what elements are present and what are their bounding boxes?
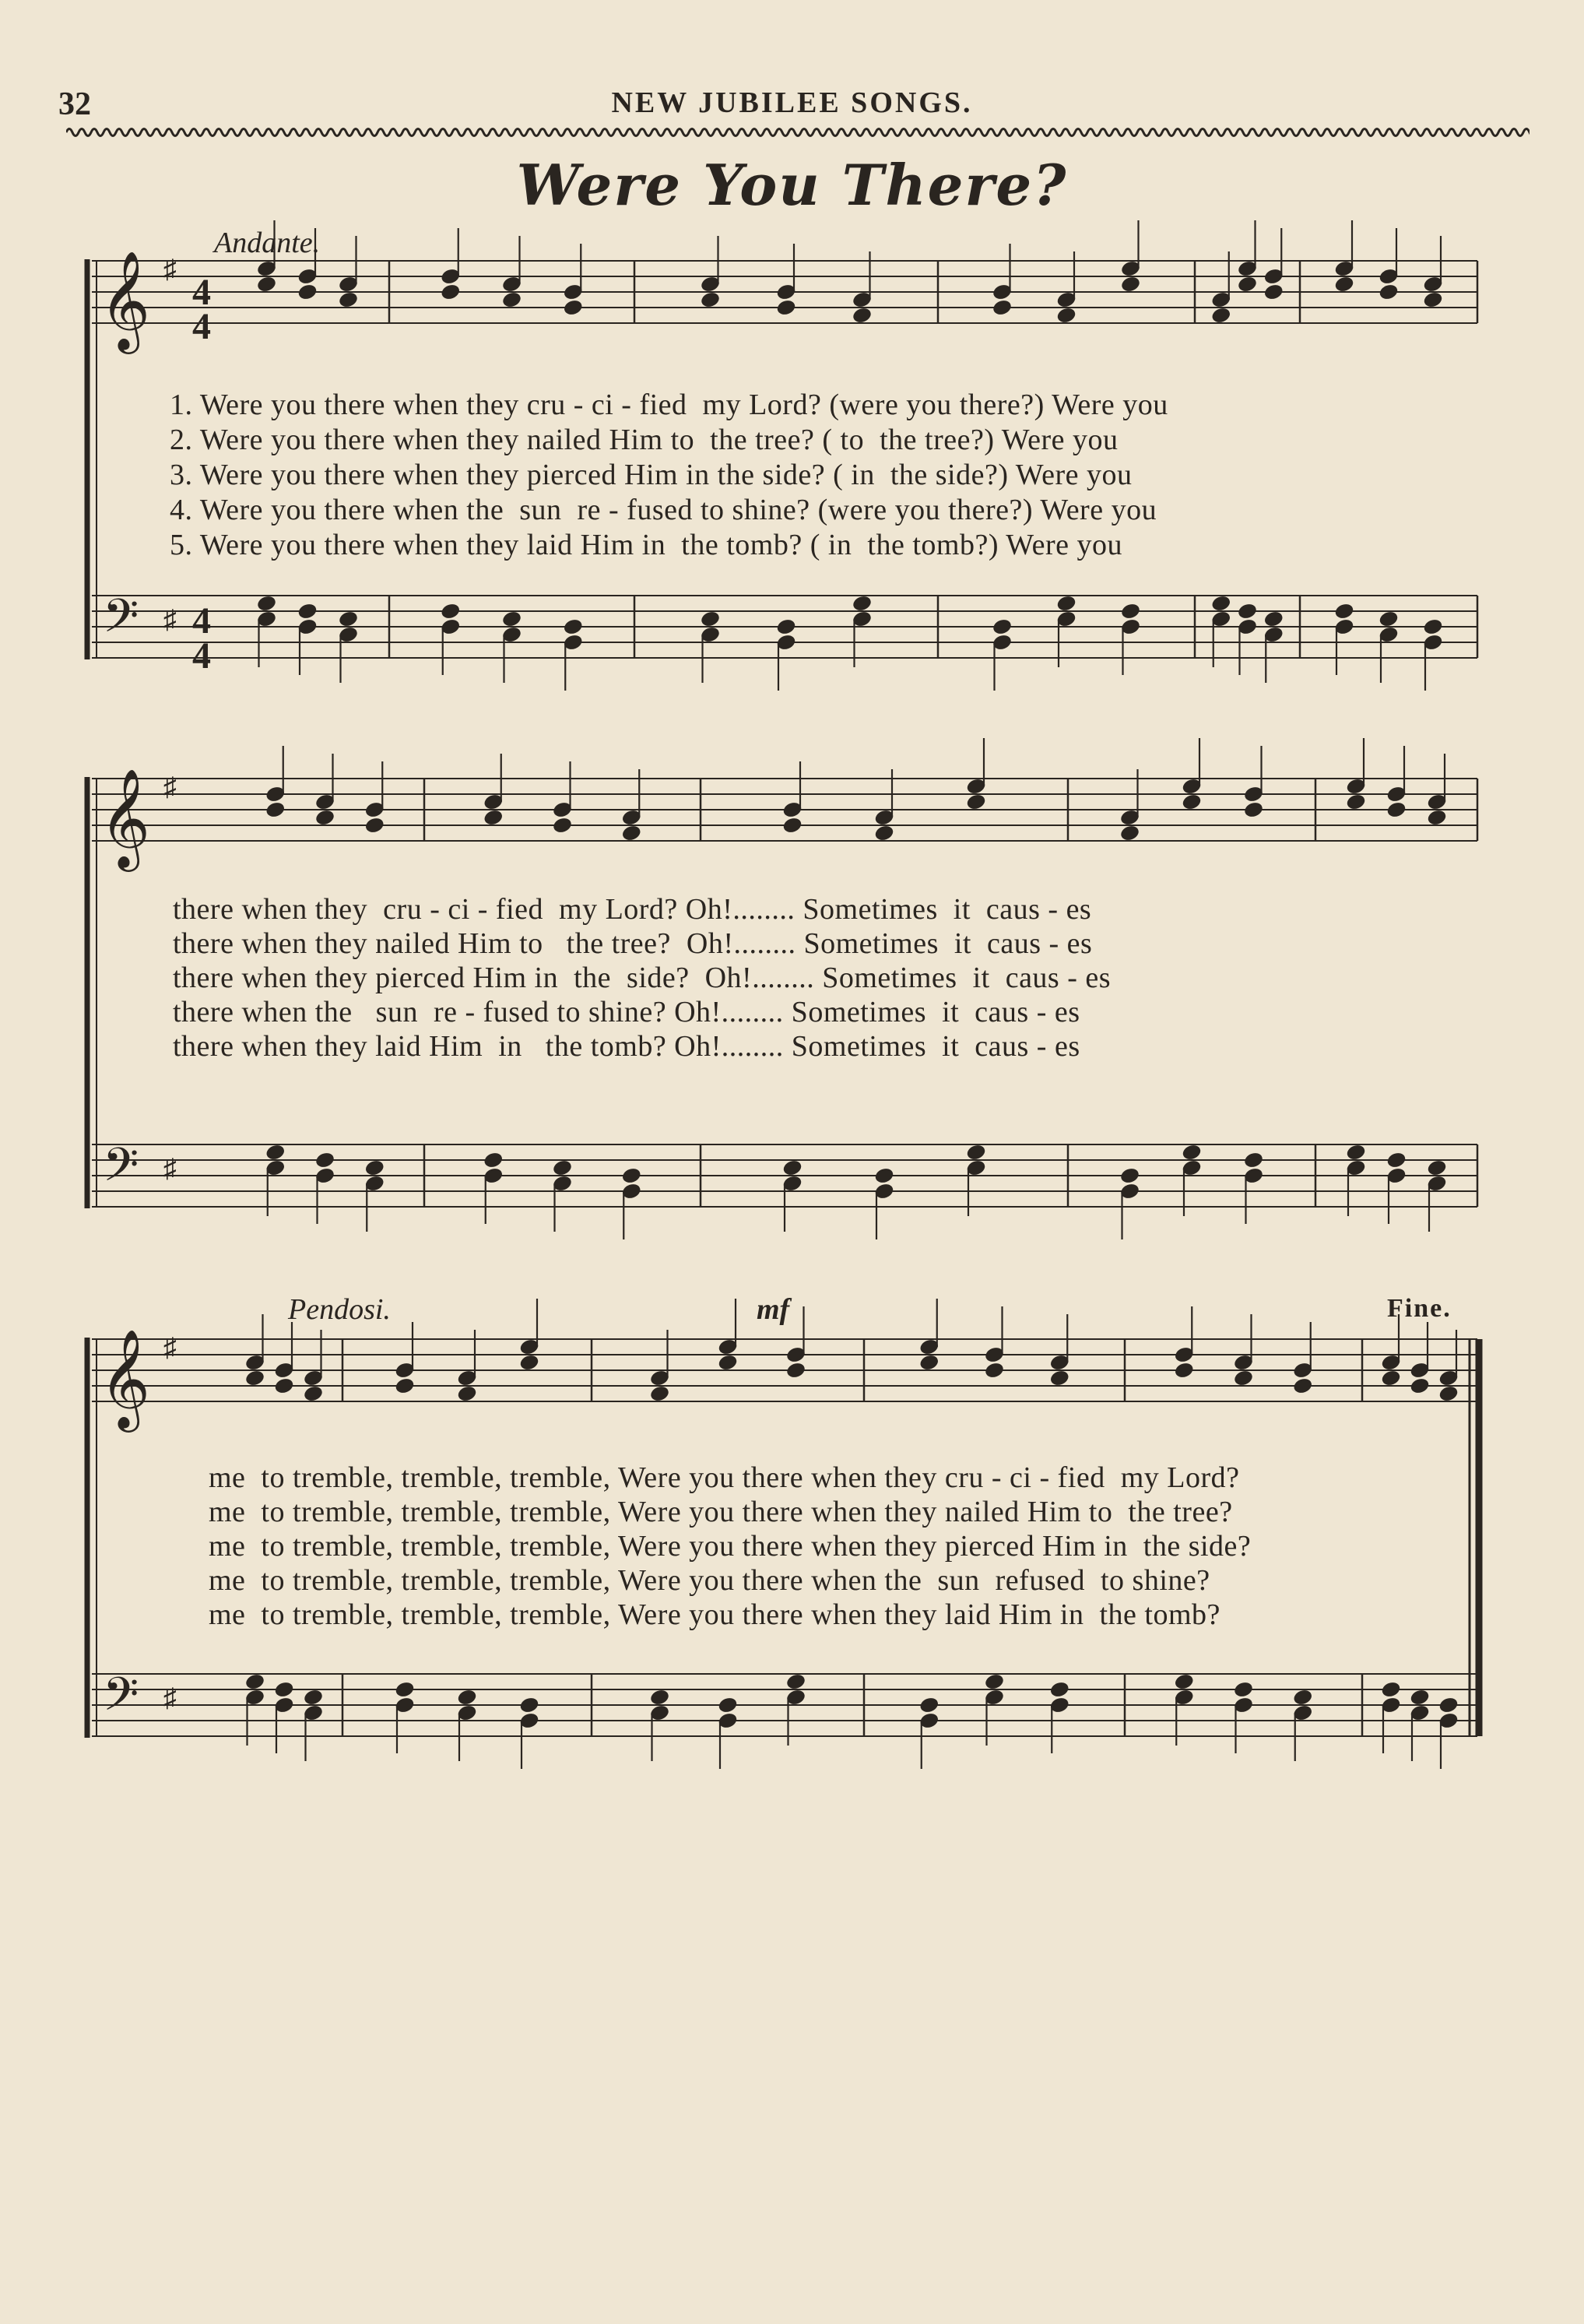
lyric-verse-2: there when they nailed Him to the tree? Oh!........ Sometimes it caus - es [173, 927, 1093, 960]
treble-clef-icon: 𝄞 [100, 768, 151, 867]
note-head [874, 824, 894, 842]
note-head [776, 299, 796, 317]
note-head [1237, 276, 1257, 294]
page-number: 32 [58, 86, 91, 122]
note-head [519, 1696, 539, 1714]
note-head [1410, 1689, 1430, 1707]
note-head [303, 1385, 323, 1403]
lyric-verse-3: me to tremble, tremble, tremble, Were you there when they pierced Him in the side? [209, 1530, 1252, 1563]
lyric-verse-5: me to tremble, tremble, tremble, Were you there when they laid Him in the tomb? [209, 1598, 1220, 1631]
note-head [1120, 603, 1140, 621]
note-head [552, 1159, 572, 1177]
note-head [874, 1167, 894, 1185]
note-head [1423, 291, 1443, 309]
lyric-verse-4: me to tremble, tremble, tremble, Were you there when the sun refused to shine? [209, 1564, 1210, 1597]
note-head [1233, 1369, 1253, 1387]
sharp-icon: ♯ [163, 1334, 177, 1362]
note-head [1119, 1167, 1140, 1185]
note-head [364, 1159, 385, 1177]
note-head [244, 1369, 265, 1387]
bass-clef-icon: 𝄢 [103, 1667, 139, 1732]
note-head [1386, 1151, 1407, 1169]
note-head [992, 618, 1012, 636]
note-head [621, 824, 641, 842]
note-head [1346, 793, 1366, 811]
note-head [966, 793, 986, 811]
note-head [501, 610, 522, 628]
expression-marking: Pendosi. [288, 1293, 391, 1326]
lyric-verse-5: 5. Were you there when they laid Him in the tomb? ( in the tomb?) Were you [170, 529, 1122, 561]
note-head [1386, 801, 1407, 819]
note-head [338, 291, 358, 309]
note-head [364, 817, 385, 835]
note-head [483, 1151, 504, 1169]
time-sig-bass-bottom: 4 [192, 635, 212, 677]
note-head [395, 1377, 415, 1395]
sharp-icon: ♯ [163, 1155, 177, 1183]
note-head [919, 1696, 940, 1714]
note-head [785, 1673, 806, 1691]
note-head [265, 1144, 286, 1162]
note-head [1427, 809, 1447, 827]
note-head [1049, 1681, 1069, 1699]
note-head [1346, 1144, 1366, 1162]
note-head [700, 610, 720, 628]
sharp-icon: ♯ [163, 1684, 177, 1713]
note-head [966, 1144, 986, 1162]
note-head [1182, 793, 1202, 811]
lyric-verse-5: there when they laid Him in the tomb? Oh!........ Sometimes it caus - es [173, 1030, 1080, 1063]
note-head [441, 603, 461, 621]
note-head [1438, 1385, 1459, 1403]
note-head [1056, 595, 1076, 613]
note-head [563, 299, 583, 317]
note-head [785, 1362, 806, 1380]
note-head [718, 1354, 738, 1372]
lyric-verse-1: 1. Were you there when they cru - ci - fied my Lord? (were you there?) Were you [170, 389, 1168, 421]
fine-marking: Fine. [1387, 1294, 1452, 1323]
note-head [244, 1673, 265, 1691]
note-head [1237, 603, 1257, 621]
lyric-verse-3: there when they pierced Him in the side? Oh!........ Sometimes it caus - es [173, 962, 1112, 994]
note-head [1293, 1689, 1313, 1707]
lyric-verse-1: me to tremble, tremble, tremble, Were you there when they cru - ci - fied my Lord? [209, 1461, 1240, 1494]
sharp-icon: ♯ [163, 255, 177, 284]
note-head [700, 291, 720, 309]
note-head [1438, 1696, 1459, 1714]
treble-clef-icon: 𝄞 [100, 250, 151, 350]
note-head [1211, 595, 1231, 613]
note-head [338, 610, 358, 628]
bass-clef-icon: 𝄢 [103, 1137, 139, 1203]
note-head [984, 1673, 1004, 1691]
note-head [1379, 283, 1399, 301]
note-head [563, 618, 583, 636]
note-head [852, 595, 872, 613]
note-head [984, 1362, 1004, 1380]
note-head [519, 1354, 539, 1372]
note-head [1427, 1159, 1447, 1177]
note-head [395, 1681, 415, 1699]
note-head [718, 1696, 738, 1714]
note-head [457, 1689, 477, 1707]
note-head [274, 1377, 294, 1395]
note-head [776, 618, 796, 636]
note-head [1243, 1151, 1263, 1169]
note-head [552, 817, 572, 835]
note-head [992, 299, 1012, 317]
note-head [265, 801, 286, 819]
lyric-verse-4: 4. Were you there when the sun re - fused to shine? (were you there?) Were you [170, 494, 1157, 526]
note-head [649, 1385, 669, 1403]
note-head [1293, 1377, 1313, 1395]
time-sig-bass-top: 4 [192, 600, 212, 642]
note-head [314, 1151, 335, 1169]
lyric-verse-1: there when they cru - ci - fied my Lord? Oh!........ Sometimes it caus - es [173, 893, 1092, 926]
time-sig-treble-top: 4 [192, 272, 212, 313]
note-head [1174, 1362, 1194, 1380]
book-title: NEW JUBILEE SONGS. [611, 86, 973, 119]
note-head [501, 291, 522, 309]
note-head [1243, 801, 1263, 819]
note-head [314, 809, 335, 827]
note-head [1334, 603, 1354, 621]
song-title: Were You There? [516, 152, 1068, 218]
sharp-icon: ♯ [163, 606, 177, 635]
note-head [1334, 276, 1354, 294]
note-head [303, 1689, 323, 1707]
note-head [1233, 1681, 1253, 1699]
lyric-verse-2: me to tremble, tremble, tremble, Were you there when they nailed Him to the tree? [209, 1496, 1233, 1528]
note-head [919, 1354, 940, 1372]
note-head [1120, 276, 1140, 294]
treble-clef-icon: 𝄞 [100, 1328, 151, 1428]
lyric-verse-2: 2. Were you there when they nailed Him to the tree? ( to the tree?) Were you [170, 424, 1119, 456]
note-head [297, 603, 318, 621]
note-head [297, 283, 318, 301]
time-sig-treble-bottom: 4 [192, 306, 212, 347]
note-head [483, 809, 504, 827]
note-head [1174, 1673, 1194, 1691]
note-head [1381, 1681, 1401, 1699]
lyric-verse-4: there when the sun re - fused to shine? Oh!........ Sometimes it caus - es [173, 996, 1080, 1028]
tempo-marking: Andante. [214, 227, 321, 259]
note-head [441, 283, 461, 301]
note-head [782, 817, 803, 835]
note-head [274, 1681, 294, 1699]
note-head [1379, 610, 1399, 628]
note-head [1056, 307, 1076, 325]
note-head [457, 1385, 477, 1403]
note-head [1423, 618, 1443, 636]
note-head [1182, 1144, 1202, 1162]
note-head [1263, 283, 1284, 301]
note-head [852, 307, 872, 325]
note-head [256, 276, 276, 294]
bass-clef-icon: 𝄢 [103, 589, 139, 654]
sharp-icon: ♯ [163, 773, 177, 802]
note-head [1381, 1369, 1401, 1387]
lyric-verse-3: 3. Were you there when they pierced Him in the side? ( in the side?) Were you [170, 459, 1133, 491]
note-head [256, 595, 276, 613]
note-head [649, 1689, 669, 1707]
note-head [1410, 1377, 1430, 1395]
note-head [621, 1167, 641, 1185]
note-head [1263, 610, 1284, 628]
note-head [1211, 307, 1231, 325]
note-head [1119, 824, 1140, 842]
note-head [1049, 1369, 1069, 1387]
note-head [782, 1159, 803, 1177]
dynamic-marking: mf [757, 1293, 790, 1326]
